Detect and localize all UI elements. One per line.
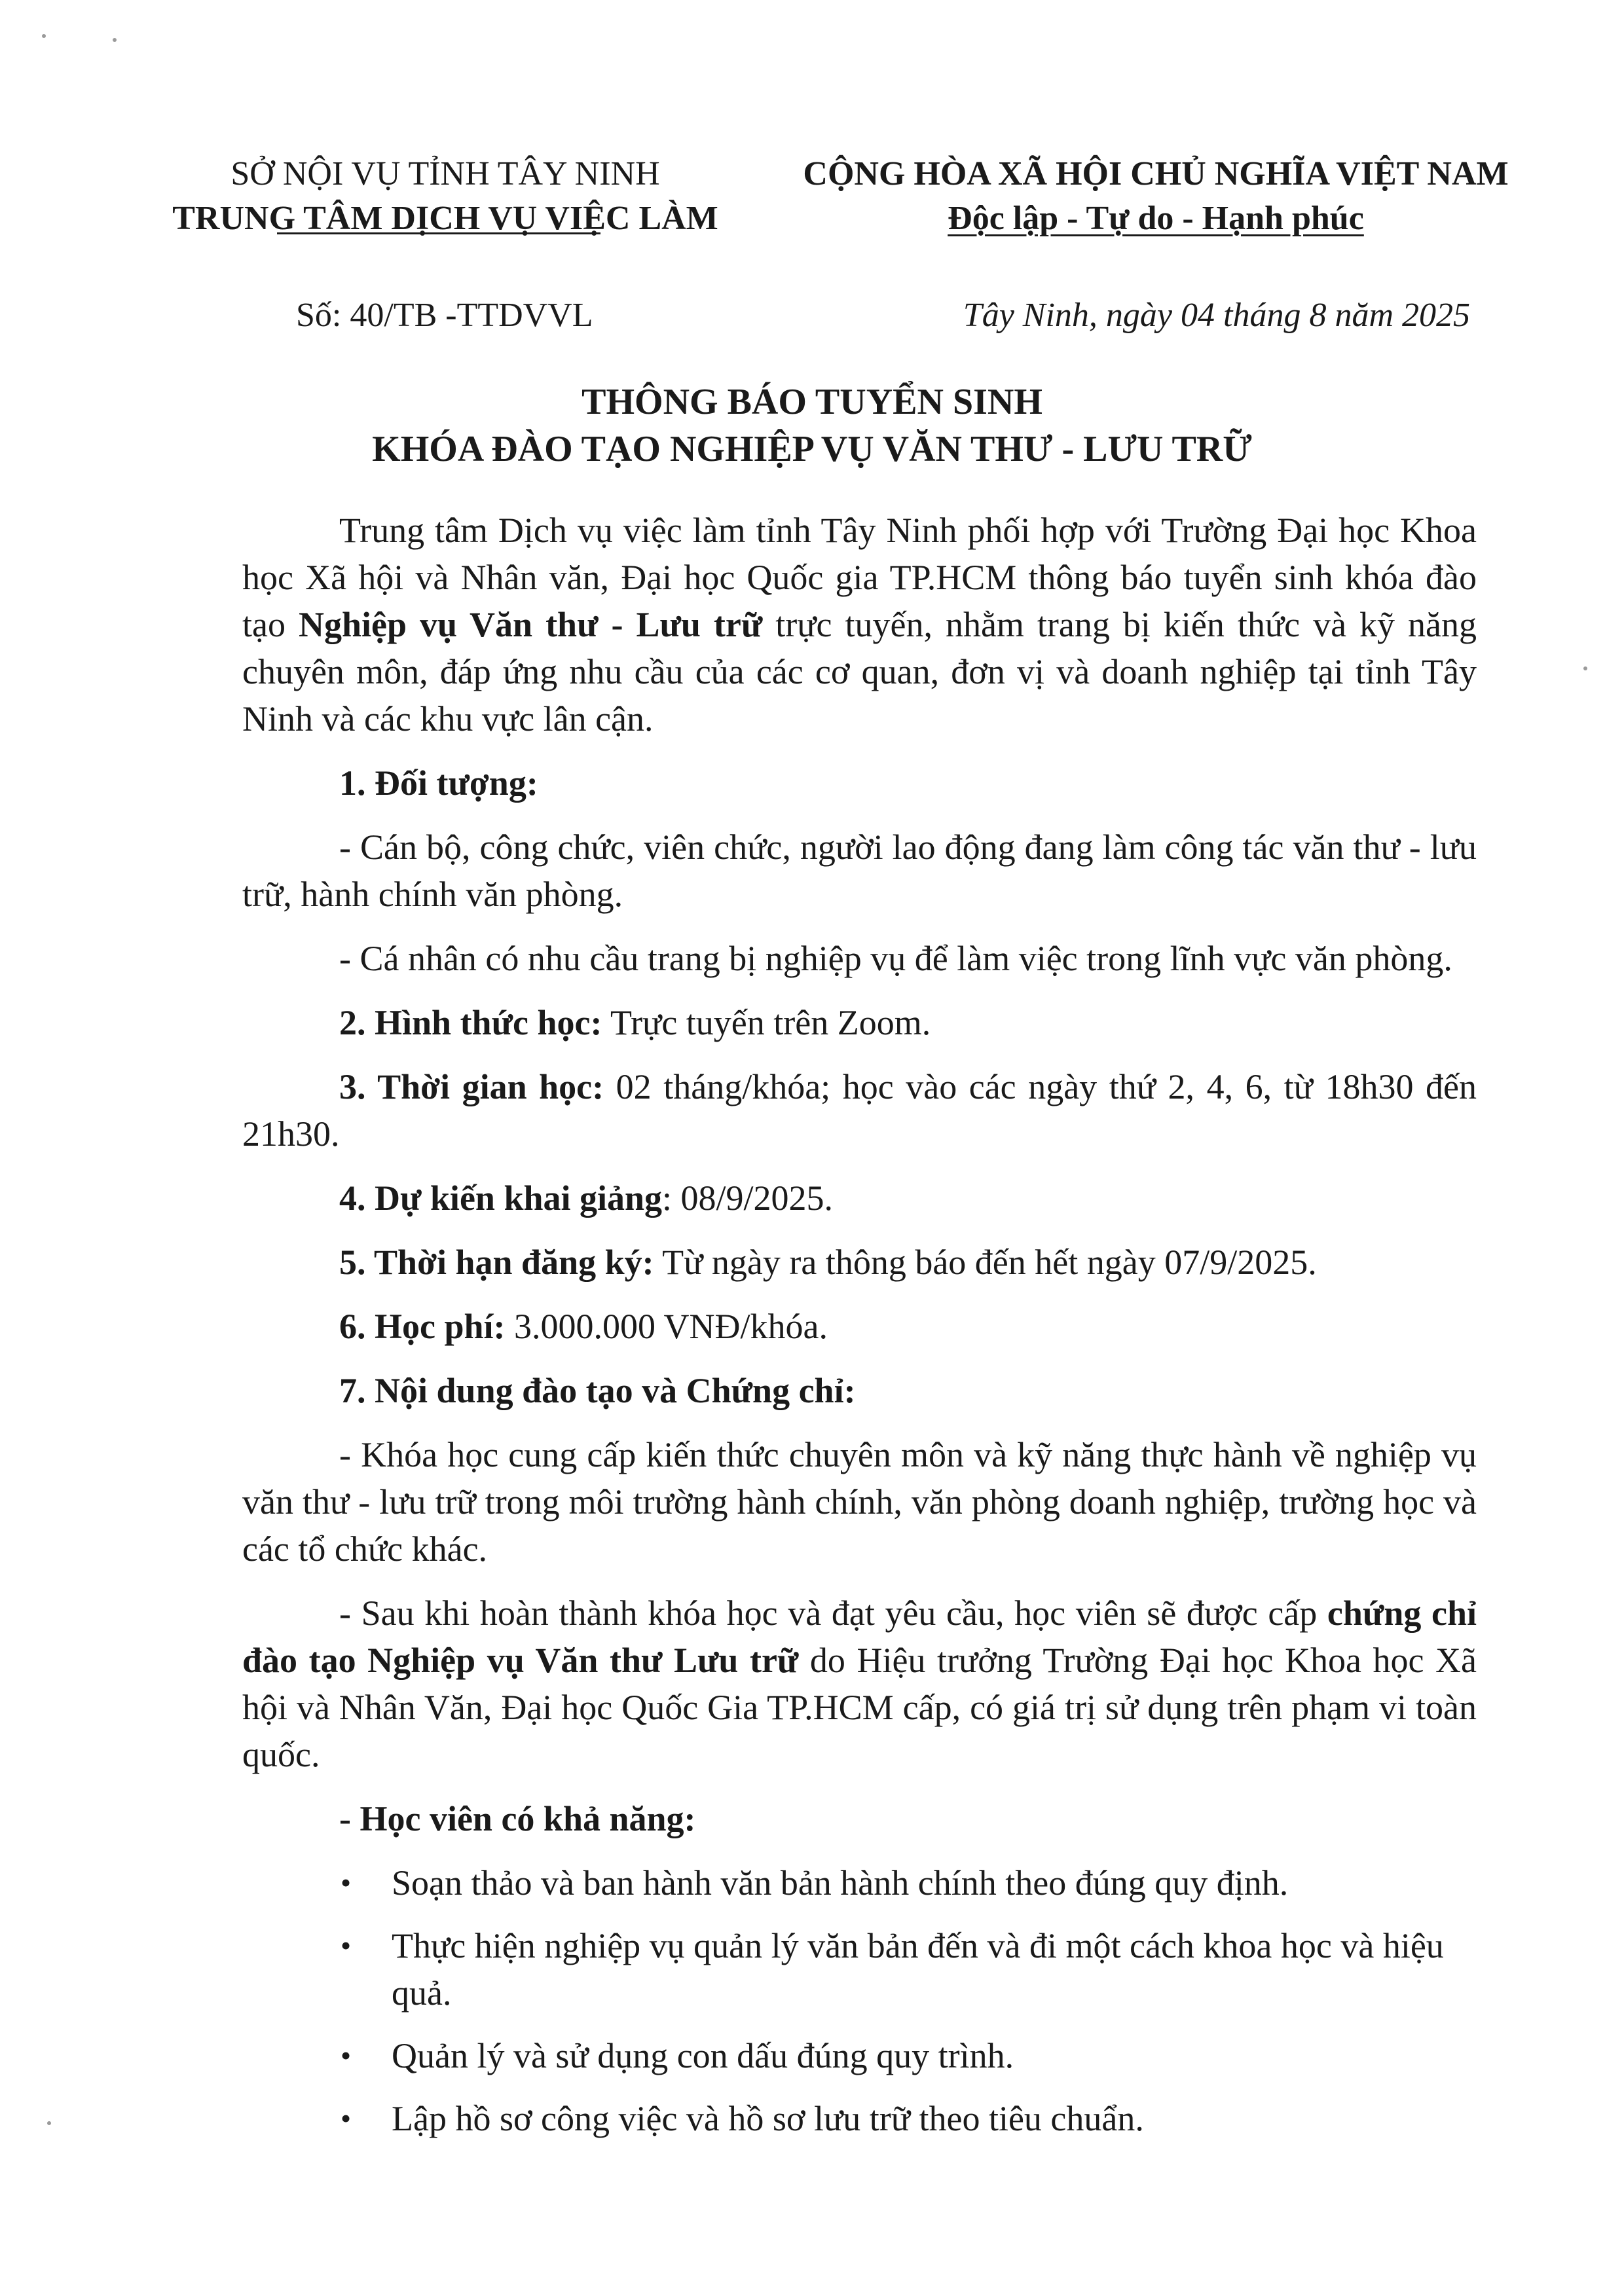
agency-name: TRUNG TÂM DỊCH VỤ VIỆC LÀM <box>172 196 718 241</box>
agency-parent: SỞ NỘI VỤ TỈNH TÂY NINH <box>231 155 660 192</box>
section-3: 3. Thời gian học: 02 tháng/khóa; học vào các ngày thứ 2, 4, 6, từ 18h30 đến 21h30. <box>242 1067 1477 1154</box>
scan-speck <box>1583 666 1587 670</box>
abilities-list <box>242 1859 1477 2142</box>
section-7-item: - Khóa học cung cấp kiến thức chuyên môn và kỹ năng thực hành về nghiệp vụ văn thư - lưu trữ trong môi trường hành chính, văn phòng doanh nghiệp, trường học và các tổ chức khác. <box>242 1435 1477 1569</box>
scan-speck <box>47 2121 51 2125</box>
list-item: • Quản lý và sử dụng con dấu đúng quy trình. <box>242 2032 1477 2079</box>
section-7-item: - Sau khi hoàn thành khóa học và đạt yêu cầu, học viên sẽ được cấp chứng chỉ đào tạo Nghiệp vụ Văn thư Lưu trữ do Hiệu trưởng Trường Đại học Khoa học Xã hội và Nhân Văn, Đại học Quốc Gia TP.HCM cấp, có giá trị sử dụng trên phạm vi toàn quốc. <box>242 1594 1477 1774</box>
document-date: Tây Ninh, ngày 04 tháng 8 năm 2025 <box>963 297 1470 334</box>
document-subtitle: KHÓA ĐÀO TẠO NGHIỆP VỤ VĂN THƯ - LƯU TRỮ <box>372 429 1252 469</box>
scan-speck <box>42 34 46 38</box>
scan-speck <box>113 38 117 42</box>
section-4: 4. Dự kiến khai giảng: 08/9/2025. <box>339 1178 834 1218</box>
section-6: 6. Học phí: 3.000.000 VNĐ/khóa. <box>339 1307 828 1346</box>
document-number: Số: 40/TB -TTDVVL <box>296 297 593 334</box>
document-body <box>242 507 1477 2158</box>
section-5: 5. Thời hạn đăng ký: Từ ngày ra thông báo đến hết ngày 07/9/2025. <box>339 1243 1317 1282</box>
document-title: THÔNG BÁO TUYỂN SINH <box>581 382 1043 422</box>
section-2: 2. Hình thức học: Trực tuyến trên Zoom. <box>339 1003 931 1042</box>
abilities-heading: - Học viên có khả năng: <box>339 1799 696 1838</box>
list-item: • Thực hiện nghiệp vụ quản lý văn bản đến và đi một cách khoa học và hiệu quả. <box>242 1922 1477 2016</box>
country-name: CỘNG HÒA XÃ HỘI CHỦ NGHĨA VIỆT NAM <box>803 155 1509 192</box>
motto: Độc lập - Tự do - Hạnh phúc <box>948 200 1364 237</box>
section-7-heading: 7. Nội dung đào tạo và Chứng chỉ: <box>339 1371 856 1410</box>
section-1-item: - Cá nhân có nhu cầu trang bị nghiệp vụ để làm việc trong lĩnh vực văn phòng. <box>339 939 1452 978</box>
list-item: • Lập hồ sơ công việc và hồ sơ lưu trữ theo tiêu chuẩn. <box>242 2095 1477 2142</box>
section-1-item: - Cán bộ, công chức, viên chức, người lao động đang làm công tác văn thư - lưu trữ, hành chính văn phòng. <box>242 828 1477 914</box>
intro-paragraph: Trung tâm Dịch vụ việc làm tỉnh Tây Ninh phối hợp với Trường Đại học Khoa học Xã hội và Nhân văn, Đại học Quốc gia TP.HCM thông báo tuyển sinh khóa đào tạo Nghiệp vụ Văn thư - Lưu trữ trực tuyến, nhằm trang bị kiến thức và kỹ năng chuyên môn, đáp ứng nhu cầu của các cơ quan, đơn vị và doanh nghiệp tại tỉnh Tây Ninh và các khu vực lân cận. <box>242 511 1477 738</box>
issuing-agency <box>151 152 740 241</box>
national-motto <box>779 152 1532 241</box>
list-item: • Soạn thảo và ban hành văn bản hành chính theo đúng quy định. <box>242 1859 1477 1906</box>
section-1-heading: 1. Đối tượng: <box>339 763 538 803</box>
